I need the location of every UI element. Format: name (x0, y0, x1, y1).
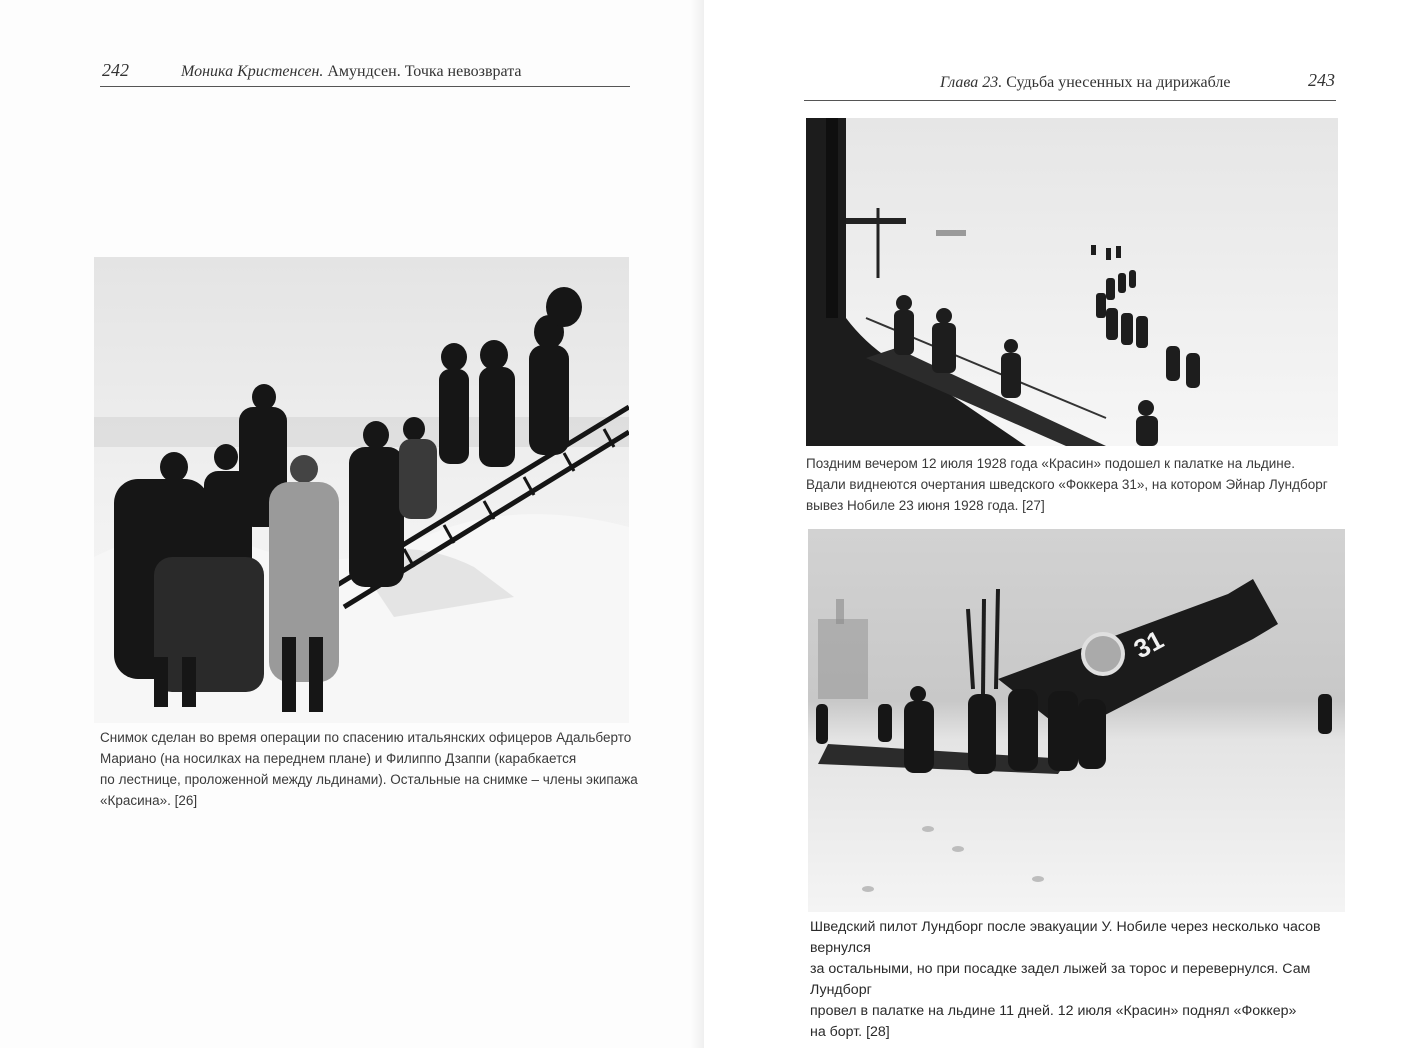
caption-line: вывез Нобиле 23 июня 1928 года. [27] (806, 498, 1045, 513)
left-photo-caption (100, 727, 660, 811)
caption-line: на борт. [28] (810, 1024, 890, 1040)
overturned-fokker-photo (808, 529, 1345, 912)
chapter-title: Судьба унесенных на дирижабле (1006, 74, 1231, 91)
left-page-header (102, 60, 522, 81)
photo2-caption (810, 917, 1350, 1043)
caption-line: Снимок сделан во время операции по спасению итальянских офицеров Адальберто (100, 730, 632, 745)
plane-marking: 31 (1128, 624, 1169, 665)
page-number: 242 (102, 60, 129, 80)
caption-line: за остальными, но при посадке задел лыжей за торос и перевернулся. Сам Лундборг (810, 961, 1311, 998)
caption-line: «Красина». [26] (100, 793, 198, 808)
chapter-label: Глава 23. (940, 74, 1003, 91)
caption-line: провел в палатке на льдине 11 дней. 12 июля «Красин» поднял «Фоккер» (810, 1003, 1297, 1019)
photo1-caption (806, 453, 1366, 516)
caption-line: Мариано (на носилках на переднем плане) и Филиппо Дзаппи (карабкается (100, 751, 577, 766)
right-page-header (940, 74, 1230, 92)
right-page-number-wrap (1308, 70, 1335, 91)
header-rule (100, 86, 630, 87)
page-number: 243 (1308, 70, 1335, 90)
right-page (704, 0, 1408, 1048)
ice-rescue-ladder-photo (94, 257, 629, 723)
caption-line: по лестнице, проложенной между льдинами). Остальные на снимке – члены экипажа (100, 772, 638, 787)
book-title: Амундсен. Точка невозврата (327, 63, 522, 80)
caption-line: Шведский пилот Лундборг после эвакуации У. Нобиле через несколько часов вернулся (810, 919, 1321, 956)
author-name: Моника Кристенсен. (181, 63, 324, 80)
caption-line: Вдали виднеются очертания шведского «Фоккера 31», на котором Эйнар Лундборг (806, 477, 1328, 492)
caption-line: Поздним вечером 12 июля 1928 года «Красин» подошел к палатке на льдине. (806, 456, 1295, 471)
krasin-gangway-photo (806, 118, 1338, 446)
header-rule (804, 100, 1336, 101)
